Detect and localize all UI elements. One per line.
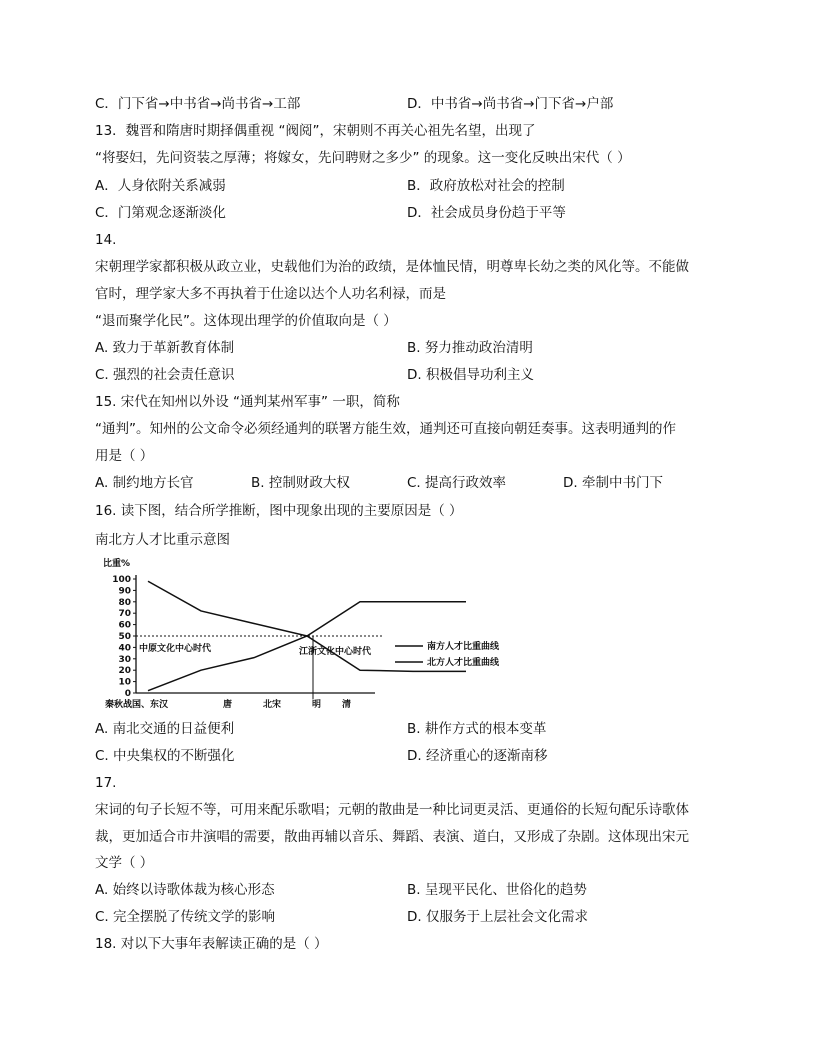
q13-stem-line2: “将娶妇，先问资装之厚薄；将嫁女，先问聘财之多少” 的现象。这一变化反映出宋代（ ） — [95, 150, 631, 166]
q14-stem-line1: 宋朝理学家都积极从政立业，史载他们为治的政绩，是体恤民情，明尊卑长幼之类的风化等。不能做 — [95, 259, 689, 275]
q18-stem: 18. 对以下大事年表解读正确的是（ ） — [95, 936, 328, 952]
x-tick-label: 秦秋战国、东汉 — [105, 700, 169, 710]
y-tick-label: 60 — [118, 620, 131, 631]
q13-option-c: C．门第观念逐渐淡化 — [95, 205, 226, 221]
x-tick-label: 明 — [312, 700, 322, 710]
q17-option-c: C. 完全摆脱了传统文学的影响 — [95, 909, 276, 925]
q13-stem-line1: 13．魏晋和隋唐时期择偶重视 “阀阅”，宋朝则不再关心祖先名望，出现了 — [95, 123, 536, 139]
q14-option-a: A. 致力于革新教育体制 — [95, 340, 235, 356]
q14-stem-line3: “退而聚学化民”。这体现出理学的价值取向是（ ） — [95, 313, 397, 329]
y-tick-label: 40 — [118, 643, 131, 654]
y-tick-label: 90 — [118, 586, 131, 597]
q15-option-d: D. 牵制中书门下 — [563, 475, 663, 491]
q12-option-d: D．中书省→尚书省→门下省→户部 — [407, 96, 614, 112]
q17-stem-line2: 裁，更加适合市井演唱的需要，散曲再辅以音乐、舞蹈、表演、道白，又形成了杂剧。这体现出宋元 — [95, 829, 689, 845]
q15-option-b: B. 控制财政大权 — [251, 475, 350, 491]
legend-south-label: 南方人才比重曲线 — [427, 642, 500, 652]
q17-option-d: D. 仅服务于上层社会文化需求 — [407, 909, 588, 925]
x-tick-label: 清 — [342, 700, 352, 710]
q16-stem: 16. 读下图，结合所学推断，图中现象出现的主要原因是（ ） — [95, 503, 463, 519]
y-tick-label: 50 — [118, 632, 131, 642]
q16-option-c: C. 中央集权的不断强化 — [95, 748, 235, 764]
q17-option-b: B. 呈现平民化、世俗化的趋势 — [407, 882, 587, 898]
y-tick-label: 10 — [118, 677, 131, 688]
q17-stem-line1: 宋词的句子长短不等，可用来配乐歌唱；元朝的散曲是一种比词更灵活、更通俗的长短句配乐诗歌体 — [95, 802, 689, 818]
x-tick-label: 唐 — [223, 700, 233, 710]
north-series-line — [148, 581, 466, 671]
talent-ratio-chart — [95, 556, 515, 716]
q14-number: 14. — [95, 232, 117, 248]
annotation-central-plains: 中原文化中心时代 — [139, 644, 212, 654]
q14-option-b: B. 努力推动政治清明 — [407, 340, 533, 356]
figure-title: 南北方人才比重示意图 — [95, 532, 230, 548]
y-axis-label: 比重% — [103, 559, 131, 569]
q16-option-d: D. 经济重心的逐渐南移 — [407, 748, 548, 764]
q13-option-a: A．人身依附关系减弱 — [95, 178, 226, 194]
q16-option-b: B. 耕作方式的根本变革 — [407, 721, 547, 737]
y-tick-label: 70 — [118, 609, 131, 620]
x-tick-label: 北宋 — [263, 700, 282, 710]
y-tick-label: 30 — [118, 654, 131, 665]
q14-option-d: D. 积极倡导功利主义 — [407, 367, 534, 383]
q17-number: 17. — [95, 775, 117, 791]
y-tick-label: 20 — [118, 666, 131, 677]
q15-stem-line3: 用是（ ） — [95, 448, 154, 464]
q15-option-c: C. 提高行政效率 — [407, 475, 507, 491]
y-tick-label: 100 — [112, 575, 131, 585]
y-tick-label: 0 — [124, 689, 131, 699]
q13-option-b: B．政府放松对社会的控制 — [407, 178, 565, 194]
q12-option-c: C．门下省→中书省→尚书省→工部 — [95, 96, 301, 112]
legend-north-label: 北方人才比重曲线 — [427, 658, 500, 668]
q13-option-d: D．社会成员身份趋于平等 — [407, 205, 566, 221]
q17-option-a: A. 始终以诗歌体裁为核心形态 — [95, 882, 275, 898]
q17-stem-line3: 文学（ ） — [95, 855, 154, 871]
y-tick-label: 80 — [118, 597, 131, 608]
q15-stem-line2: “通判”。知州的公文命令必须经通判的联署方能生效，通判还可直接向朝廷奏事。这表明通判的作 — [95, 421, 676, 437]
q14-stem-line2: 官时，理学家大多不再执着于仕途以达个人功名利禄，而是 — [95, 286, 446, 302]
q14-option-c: C. 强烈的社会责任意识 — [95, 367, 235, 383]
q15-stem-line1: 15. 宋代在知州以外设 “通判某州军事” 一职，简称 — [95, 394, 400, 410]
annotation-jiangzhe: 江浙文化中心时代 — [299, 647, 372, 657]
q16-option-a: A. 南北交通的日益便利 — [95, 721, 235, 737]
q15-option-a: A. 制约地方长官 — [95, 475, 194, 491]
